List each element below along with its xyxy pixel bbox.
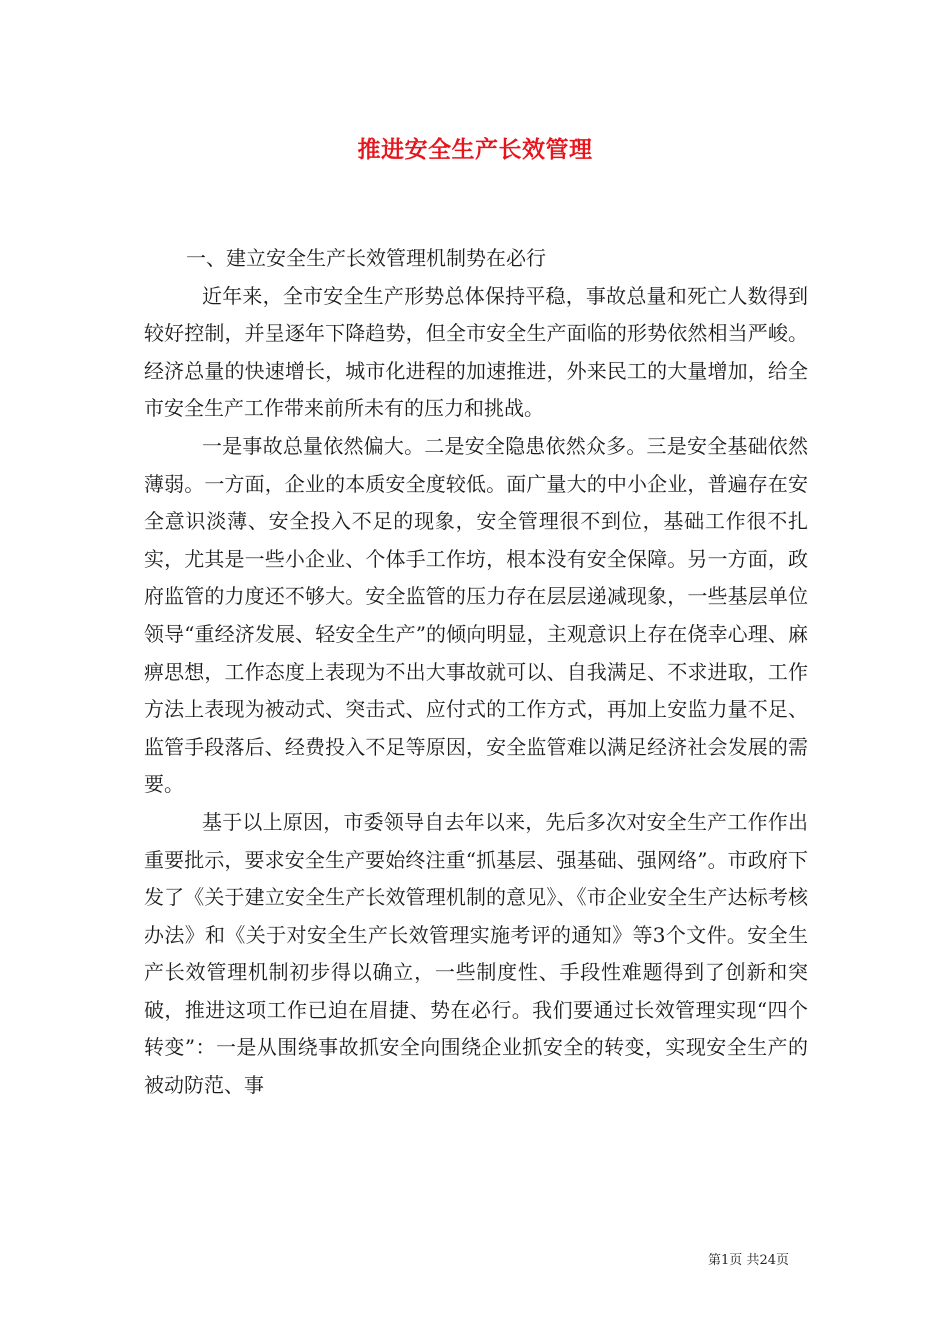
- document-title: 推进安全生产长效管理: [357, 136, 593, 163]
- footer-current-page: 1: [721, 1253, 730, 1268]
- footer-middle: 页 共: [729, 1253, 760, 1268]
- footer-total-pages: 24: [759, 1253, 776, 1268]
- section-heading: 一、建立安全生产长效管理机制势在必行: [186, 246, 546, 270]
- paragraph-2: 一是事故总量依然偏大。二是安全隐患依然众多。三是安全基础依然薄弱。一方面，企业的本质安全度较低。面广量大的中小企业，普遍存在安全意识淡薄、安全投入不足的现象，安全管理很不到位，基础工作很不扎实，尤其是一些小企业、个体手工作坊，根本没有安全保障。另一方面，政府监管的力度还不够大。安全监管的压力存在层层递减现象，一些基层单位领导“重经济发展、轻安全生产”的倾向明显，主观意识上存在侥幸心理、麻痹思想，工作态度上表现为不出大事故就可以、自我满足、不求进取，工作方法上表现为被动式、突击式、应付式的工作方式，再加上安监力量不足、监管手段落后、经费投入不足等原因，安全监管难以满足经济社会发展的需要。: [144, 433, 808, 797]
- paragraph-3: 基于以上原因，市委领导自去年以来，先后多次对安全生产工作作出重要批示，要求安全生产要始终注重“抓基层、强基础、强网络”。市政府下发了《关于建立安全生产长效管理机制的意见》、《市企业安全生产达标考核办法》和《关于对安全生产长效管理实施考评的通知》等3个文件。安全生产长效管理机制初步得以确立，一些制度性、手段性难题得到了创新和突破，推进这项工作已迫在眉捷、势在必行。我们要通过长效管理实现“四个转变”：一是从围绕事故抓安全向围绕企业抓安全的转变，实现安全生产的被动防范、事: [144, 809, 808, 1098]
- footer-suffix: 页: [775, 1253, 789, 1268]
- paragraph-1: 近年来，全市安全生产形势总体保持平稳，事故总量和死亡人数得到较好控制，并呈逐年下降趋势，但全市安全生产面临的形势依然相当严峻。经济总量的快速增长，城市化进程的加速推进，外来民工的大量增加，给全市安全生产工作带来前所未有的压力和挑战。: [144, 283, 808, 421]
- page-number-footer: [708, 1249, 789, 1268]
- footer-prefix: 第: [708, 1253, 722, 1268]
- document-body: [144, 240, 808, 1105]
